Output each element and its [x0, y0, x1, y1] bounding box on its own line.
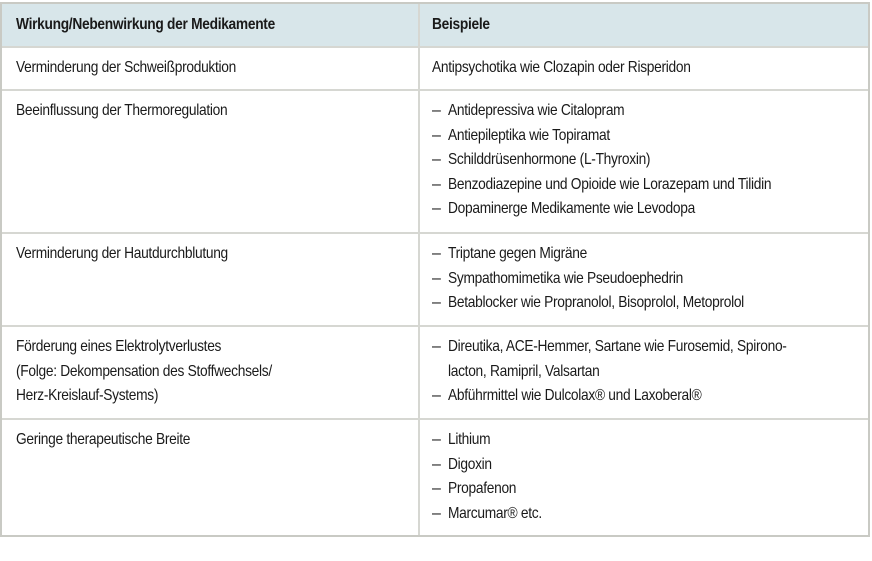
list-item [432, 335, 854, 360]
list-item [432, 453, 854, 478]
header-effect [2, 4, 420, 46]
examples-list [432, 242, 854, 316]
examples-cell [420, 420, 868, 535]
dash-bullet-icon: – [432, 480, 441, 498]
list-item [432, 242, 854, 267]
effect-text: Verminderung der Schweißproduktion [16, 59, 236, 76]
dash-bullet-icon: – [432, 245, 441, 262]
examples-cell [420, 327, 868, 418]
list-item [432, 502, 854, 527]
examples-list [432, 335, 854, 409]
list-item [432, 124, 854, 149]
list-item-text: Digoxin [448, 455, 492, 473]
effect-cell [2, 234, 420, 325]
dash-bullet-icon: – [432, 431, 441, 448]
examples-cell [420, 234, 868, 325]
list-item-text: Marcumar® etc. [448, 504, 542, 522]
effect-text: Verminderung der Hautdurchblutung [16, 245, 228, 262]
list-item [432, 384, 854, 409]
list-item [432, 291, 854, 316]
effect-text: Förderung eines Elektrolytverlustes [16, 338, 222, 355]
list-item [432, 477, 854, 502]
list-item [432, 197, 854, 222]
effect-cell [2, 48, 420, 89]
dash-bullet-icon: – [432, 455, 441, 473]
medication-effects-table [0, 2, 870, 537]
effect-text: Herz-Kreislauf-Systems) [16, 387, 159, 405]
list-item-text: Triptane gegen Migräne [448, 245, 587, 262]
effect-text: Beeinflussung der Thermoregulation [16, 102, 228, 119]
list-item-text: Antiepileptika wie Topiramat [448, 126, 610, 144]
list-item-text: Dopaminerge Medikamente wie Levodopa [448, 200, 695, 218]
table-row [2, 325, 868, 418]
header-effect-label: Wirkung/Nebenwirkung der Medikamente [16, 16, 275, 33]
effect-text: Geringe therapeutische Breite [16, 431, 191, 448]
effect-text: (Folge: Dekompensation des Stoffwechsels/ [16, 362, 272, 380]
list-item-text: Sympathomimetika wie Pseudoephedrin [448, 269, 683, 287]
examples-text: Antipsychotika wie Clozapin oder Risperidon [432, 59, 691, 76]
dash-bullet-icon: – [432, 338, 441, 355]
list-item-text: Benzodiazepine und Opioide wie Lorazepam und Tilidin [448, 175, 772, 193]
table-row [2, 89, 868, 232]
dash-bullet-icon: – [432, 269, 441, 287]
dash-bullet-icon: – [432, 294, 441, 312]
header-examples-label: Beispiele [432, 16, 490, 33]
list-item-text: Antidepressiva wie Citalopram [448, 102, 625, 119]
list-item [432, 99, 854, 124]
effect-cell [2, 420, 420, 535]
dash-bullet-icon: – [432, 200, 441, 218]
dash-bullet-icon: – [432, 126, 441, 144]
list-item-text: Betablocker wie Propranolol, Bisoprolol, Metoprolol [448, 294, 744, 312]
dash-bullet-icon: – [432, 102, 441, 119]
effect-cell [2, 91, 420, 232]
list-item [432, 173, 854, 198]
list-item-text: Abführmittel wie Dulcolax® und Laxoberal® [448, 387, 702, 405]
dash-bullet-icon: – [432, 151, 441, 169]
list-item [432, 267, 854, 292]
list-item [432, 148, 854, 173]
list-item-text: Lithium [448, 431, 491, 448]
list-item [432, 428, 854, 453]
examples-cell [420, 48, 868, 89]
list-item-text: lacton, Ramipril, Valsartan [448, 362, 600, 380]
examples-cell [420, 91, 868, 232]
table-header-row [2, 4, 868, 46]
examples-list [432, 428, 854, 526]
table-row [2, 418, 868, 535]
table-row [2, 232, 868, 325]
examples-list [432, 99, 854, 222]
list-item-text: Schilddrüsenhormone (L-Thyroxin) [448, 151, 651, 169]
dash-bullet-icon: – [432, 387, 441, 405]
header-examples [420, 4, 868, 46]
list-item-text: Propafenon [448, 480, 517, 498]
list-item-continuation [432, 360, 854, 385]
dash-bullet-icon: – [432, 504, 441, 522]
dash-bullet-icon: – [432, 175, 441, 193]
list-item-text: Direutika, ACE-Hemmer, Sartane wie Furosemid, Spirono- [448, 338, 787, 355]
table-row [2, 46, 868, 89]
effect-cell [2, 327, 420, 418]
